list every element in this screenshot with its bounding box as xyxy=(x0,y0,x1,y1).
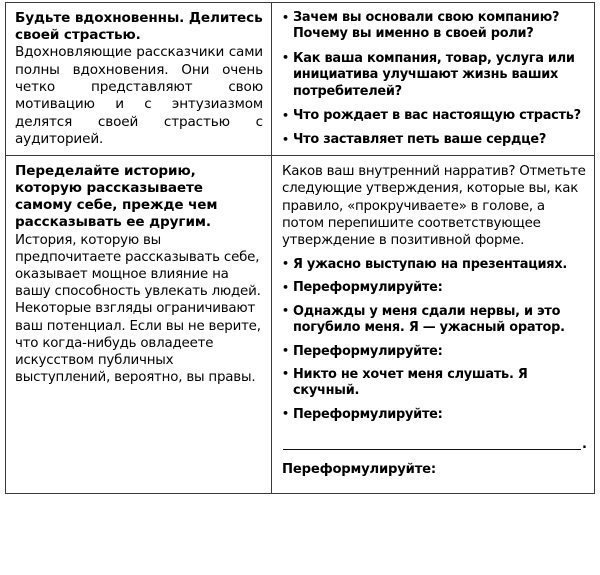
fill-in-blank-row[interactable] xyxy=(282,437,587,453)
row2-right-cell xyxy=(272,155,595,493)
cell-bottom-spacer xyxy=(282,479,587,487)
list-item: • Я ужасно выступаю на презентациях. xyxy=(282,257,587,273)
row2-statement-list xyxy=(282,257,587,423)
list-item: • Что заставляет петь ваше сердце? xyxy=(282,132,587,148)
row1-paragraph: Вдохновляющие рассказчики сами полны вдохновения. Они очень четко представляют свою мотивацию и с энтузиазмом делятся своей страстью с аудиторией. xyxy=(15,44,263,147)
final-reframe-prompt: Переформулируйте: xyxy=(282,462,436,478)
row1-right-cell xyxy=(272,3,595,156)
list-item: • Однажды у меня сдали нервы, и это погубило меня. Я — ужасный оратор. xyxy=(282,304,587,337)
row1-heading: Будьте вдохновенны. Делитесь своей страстью. xyxy=(15,10,263,44)
row2-intro-paragraph: Каков ваш внутренний нарратив? Отметьте следующие утверждения, которые вы, как правило, «прокручиваете» в голове, а потом перепишите соответствующее утверждение в позитивной форме. xyxy=(282,163,586,249)
list-item-reframe-prompt[interactable]: • Переформулируйте: xyxy=(282,407,587,423)
list-item: • Никто не хочет меня слушать. Я скучный. xyxy=(282,367,587,400)
fill-in-blank-line[interactable] xyxy=(283,437,581,450)
list-item: • Что рождает в вас настоящую страсть? xyxy=(282,108,587,124)
list-item-reframe-prompt[interactable]: • Переформулируйте: xyxy=(282,344,587,360)
list-item-reframe-prompt[interactable]: • Переформулируйте: xyxy=(282,280,587,296)
row2-paragraph: История, которую вы предпочитаете рассказывать себе, оказывает мощное влияние на вашу способность увлекать людей. Некоторые взгляды ограничивают ваш потенциал. Если вы не верите, что когда-нибудь овладеете искусством публичных выступлений, вероятно, вы правы. xyxy=(15,232,261,386)
table-row xyxy=(6,3,595,156)
fill-in-blank-period: . xyxy=(582,437,587,453)
table-row xyxy=(6,155,595,493)
list-item: • Как ваша компания, товар, услуга или инициатива улучшают жизнь ваших потребителей? xyxy=(282,51,587,100)
row1-left-cell xyxy=(6,3,272,156)
row2-left-cell xyxy=(6,155,272,493)
row2-heading: Переделайте историю, которую рассказываете самому себе, прежде чем рассказывать ее другим. xyxy=(15,162,218,231)
list-item: • Зачем вы основали свою компанию? Почему вы именно в своей роли? xyxy=(282,10,587,43)
row1-question-list xyxy=(282,10,587,149)
worksheet-table xyxy=(5,2,595,494)
